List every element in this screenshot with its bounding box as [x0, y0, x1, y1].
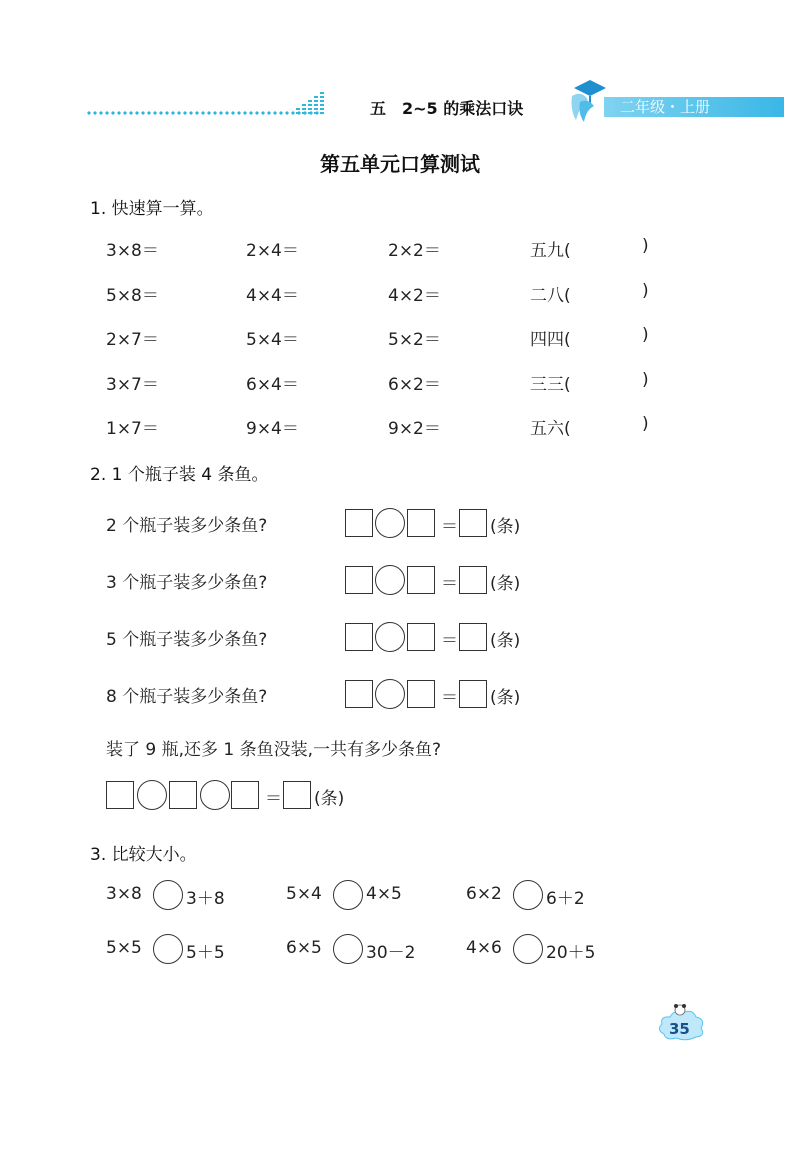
operator-circle[interactable]	[375, 622, 405, 652]
result-box[interactable]	[459, 680, 487, 708]
page-number: 35	[669, 1020, 690, 1038]
unit-label: (条)	[490, 517, 521, 537]
operator-circle[interactable]	[375, 565, 405, 595]
unit-label: (条)	[490, 631, 521, 651]
extra-question: 装了 9 瓶,还多 1 条鱼没装,一共有多少条鱼?	[106, 740, 442, 760]
equation-cell: 6×2＝	[388, 374, 441, 395]
equation-cell: 3×8＝	[106, 241, 159, 261]
compare-circle[interactable]	[513, 934, 543, 964]
equals-sign: ＝	[265, 789, 282, 809]
close-paren: )	[642, 280, 649, 301]
compare-circle[interactable]	[513, 880, 543, 910]
section1-heading: 1. 快速算一算。	[90, 199, 214, 219]
compare-right: 30－2	[366, 943, 416, 963]
result-box[interactable]	[459, 566, 487, 594]
unit-label: (条)	[490, 574, 521, 594]
question-text: 8 个瓶子装多少条鱼?	[106, 687, 268, 707]
close-paren: )	[642, 414, 649, 434]
compare-right: 3＋8	[186, 889, 225, 909]
compare-left: 4×6	[466, 938, 502, 958]
equation-cell: 9×4＝	[246, 419, 299, 439]
unit-label: (条)	[490, 688, 521, 708]
equation-cell: 1×7＝	[106, 419, 159, 439]
unit-label: (条)	[314, 789, 345, 809]
mnemonic-cell: 五九(	[530, 241, 571, 261]
compare-circle[interactable]	[153, 934, 183, 964]
equation-cell: 5×8＝	[106, 285, 159, 306]
result-box[interactable]	[459, 509, 487, 537]
equals-sign: ＝	[441, 631, 458, 651]
equation-cell: 4×2＝	[388, 285, 441, 306]
section2-heading: 2. 1 个瓶子装 4 条鱼。	[90, 465, 269, 485]
compare-right: 6＋2	[546, 889, 585, 909]
answer-box[interactable]	[169, 781, 197, 809]
unit-title: 五 2~5 的乘法口诀	[370, 99, 524, 118]
operator-circle[interactable]	[375, 508, 405, 538]
graduation-cap-logo-icon	[568, 76, 608, 124]
equation-cell: 6×4＝	[246, 374, 299, 395]
compare-left: 6×2	[466, 884, 502, 904]
equals-sign: ＝	[441, 517, 458, 537]
equation-cell: 5×4＝	[246, 330, 299, 350]
equation-cell: 2×4＝	[246, 241, 299, 261]
answer-box[interactable]	[345, 566, 373, 594]
compare-circle[interactable]	[153, 880, 183, 910]
mnemonic-cell: 三三(	[530, 374, 571, 395]
compare-left: 3×8	[106, 884, 142, 904]
answer-box[interactable]	[231, 781, 259, 809]
close-paren: )	[642, 236, 649, 256]
mnemonic-cell: 四四(	[530, 330, 571, 350]
compare-left: 5×5	[106, 938, 142, 958]
result-box[interactable]	[283, 781, 311, 809]
compare-left: 5×4	[286, 884, 322, 904]
compare-right: 4×5	[366, 884, 402, 904]
operator-circle[interactable]	[137, 780, 167, 810]
mnemonic-cell: 五六(	[530, 419, 571, 439]
page-title: 第五单元口算测试	[320, 152, 480, 176]
equation-cell: 3×7＝	[106, 374, 159, 395]
section3-heading: 3. 比较大小。	[90, 845, 197, 865]
compare-left: 6×5	[286, 938, 322, 958]
grade-label: 二年级・上册	[620, 98, 711, 116]
answer-box[interactable]	[345, 509, 373, 537]
answer-box[interactable]	[407, 680, 435, 708]
header-dotted-line	[86, 110, 322, 116]
equation-cell: 5×2＝	[388, 330, 441, 350]
compare-circle[interactable]	[333, 880, 363, 910]
answer-box[interactable]	[407, 566, 435, 594]
mnemonic-cell: 二八(	[530, 285, 571, 306]
equation-cell: 2×7＝	[106, 330, 159, 350]
answer-box[interactable]	[407, 509, 435, 537]
operator-circle[interactable]	[375, 679, 405, 709]
answer-box[interactable]	[345, 680, 373, 708]
answer-box[interactable]	[407, 623, 435, 651]
question-text: 5 个瓶子装多少条鱼?	[106, 630, 268, 650]
result-box[interactable]	[459, 623, 487, 651]
compare-circle[interactable]	[333, 934, 363, 964]
equation-cell: 4×4＝	[246, 285, 299, 306]
equation-cell: 9×2＝	[388, 419, 441, 439]
header-bars-decoration	[296, 92, 326, 116]
equals-sign: ＝	[441, 574, 458, 594]
question-text: 2 个瓶子装多少条鱼?	[106, 516, 268, 536]
answer-box[interactable]	[106, 781, 134, 809]
compare-right: 20＋5	[546, 943, 596, 963]
operator-circle[interactable]	[200, 780, 230, 810]
close-paren: )	[642, 369, 649, 390]
question-text: 3 个瓶子装多少条鱼?	[106, 573, 268, 593]
equals-sign: ＝	[441, 688, 458, 708]
compare-right: 5＋5	[186, 943, 225, 963]
close-paren: )	[642, 325, 649, 345]
equation-cell: 2×2＝	[388, 241, 441, 261]
answer-box[interactable]	[345, 623, 373, 651]
